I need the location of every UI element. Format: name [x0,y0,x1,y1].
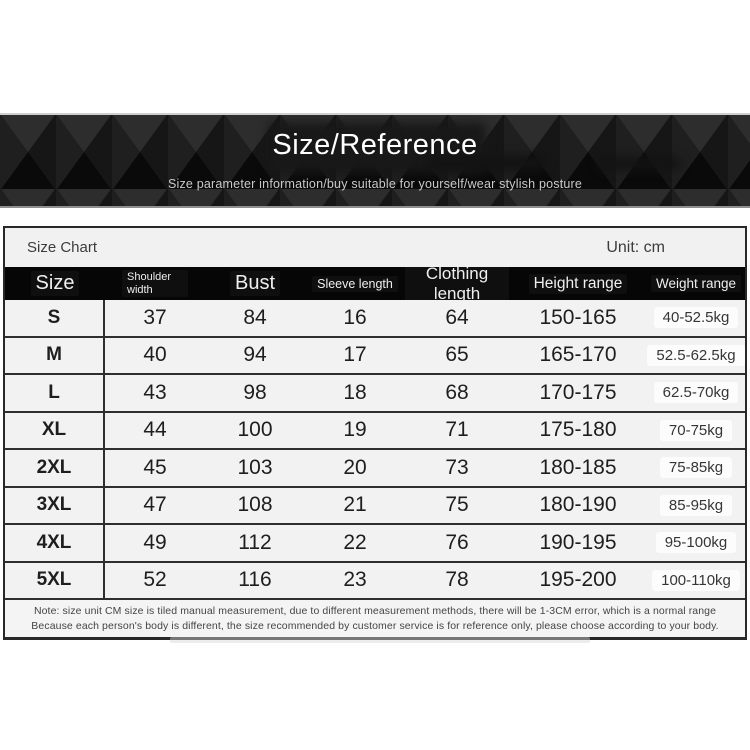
cell-bust: 100 [237,418,273,442]
cell-size: M [5,338,105,374]
column-header-bust: Bust [205,271,305,296]
cell-clothing-length: 71 [445,418,469,442]
cell-shoulder-width: 52 [143,568,167,592]
column-header-height-range: Height range [509,274,647,294]
column-header-sleeve-length: Sleeve length [305,276,405,292]
note-line-2: Because each person's body is different, the size recommended by customer service is for reference only, please choose according to your body. [31,619,719,632]
cell-bust: 112 [238,530,272,554]
cell-bust: 103 [237,455,273,479]
banner-title: Size/Reference [272,129,478,161]
cell-bust: 116 [238,568,272,592]
cell-bust: 98 [243,380,267,404]
cell-clothing-length: 76 [445,530,469,554]
table-row-l [5,375,745,413]
cell-weight-range: 100-110kg [647,563,745,599]
cell-height-range: 170-175 [539,380,617,404]
cell-weight-range: 70-75kg [647,413,745,449]
banner-subtitle: Size parameter information/buy suitable for yourself/wear stylish posture [167,177,583,191]
cell-shoulder-width: 45 [143,455,167,479]
column-header-weight-range: Weight range [647,275,745,292]
cell-height-range: 165-170 [539,343,617,367]
cell-sleeve-length: 22 [343,530,367,554]
cell-weight-range: 85-95kg [647,488,745,524]
cell-bust: 94 [243,343,267,367]
table-row-m [5,338,745,376]
cell-size: 4XL [5,525,105,561]
cell-weight-range: 75-85kg [647,450,745,486]
cell-bust: 84 [243,305,267,329]
cell-size: XL [5,413,105,449]
cell-size: 2XL [5,450,105,486]
note-row [5,600,745,637]
cell-clothing-length: 68 [445,380,469,404]
cell-clothing-length: 78 [445,568,469,592]
cell-shoulder-width: 37 [143,305,167,329]
table-row-2xl [5,450,745,488]
cell-height-range: 195-200 [539,568,617,592]
banner [0,113,750,208]
cell-shoulder-width: 40 [143,343,167,367]
cell-sleeve-length: 18 [343,380,367,404]
chart-title: Size Chart [27,239,98,256]
cell-shoulder-width: 43 [143,380,167,404]
cell-shoulder-width: 49 [143,530,167,554]
cell-clothing-length: 65 [445,343,469,367]
table-header-row [5,263,745,303]
cell-height-range: 150-165 [539,305,617,329]
cell-size: 3XL [5,488,105,524]
size-chart-table [3,226,747,640]
column-header-shoulder-width: Shoulder width [105,270,205,297]
cell-weight-range: 95-100kg [647,525,745,561]
cell-sleeve-length: 16 [343,305,367,329]
cell-weight-range: 62.5-70kg [647,375,745,411]
column-header-clothing-length: Clothing length [405,263,509,305]
cell-height-range: 180-185 [539,455,617,479]
table-row-5xl [5,563,745,601]
note-line-1: Note: size unit CM size is tiled manual measurement, due to different measurement methods, there will be 1-3CM error, which is a normal range [33,604,717,617]
cell-clothing-length: 73 [445,455,469,479]
cell-size: L [5,375,105,411]
cell-clothing-length: 64 [445,305,469,329]
cell-size: 5XL [5,563,105,599]
table-row-s [5,300,745,338]
cell-height-range: 190-195 [539,530,617,554]
cell-sleeve-length: 23 [343,568,367,592]
cell-height-range: 180-190 [539,493,617,517]
scan-artifact [170,637,590,643]
cell-weight-range: 52.5-62.5kg [647,338,745,374]
cell-size: S [5,300,105,336]
table-row-4xl [5,525,745,563]
unit-label: Unit: cm [606,238,665,256]
cell-sleeve-length: 21 [343,493,367,517]
cell-shoulder-width: 44 [143,418,167,442]
table-row-xl [5,413,745,451]
table-row-3xl [5,488,745,526]
cell-sleeve-length: 19 [343,418,367,442]
cell-shoulder-width: 47 [143,493,167,517]
cell-weight-range: 40-52.5kg [647,300,745,336]
cell-bust: 108 [237,493,273,517]
cell-clothing-length: 75 [445,493,469,517]
cell-sleeve-length: 17 [343,343,367,367]
chart-header-row [5,228,745,267]
cell-height-range: 175-180 [539,418,617,442]
cell-sleeve-length: 20 [343,455,367,479]
column-header-size: Size [5,271,105,296]
